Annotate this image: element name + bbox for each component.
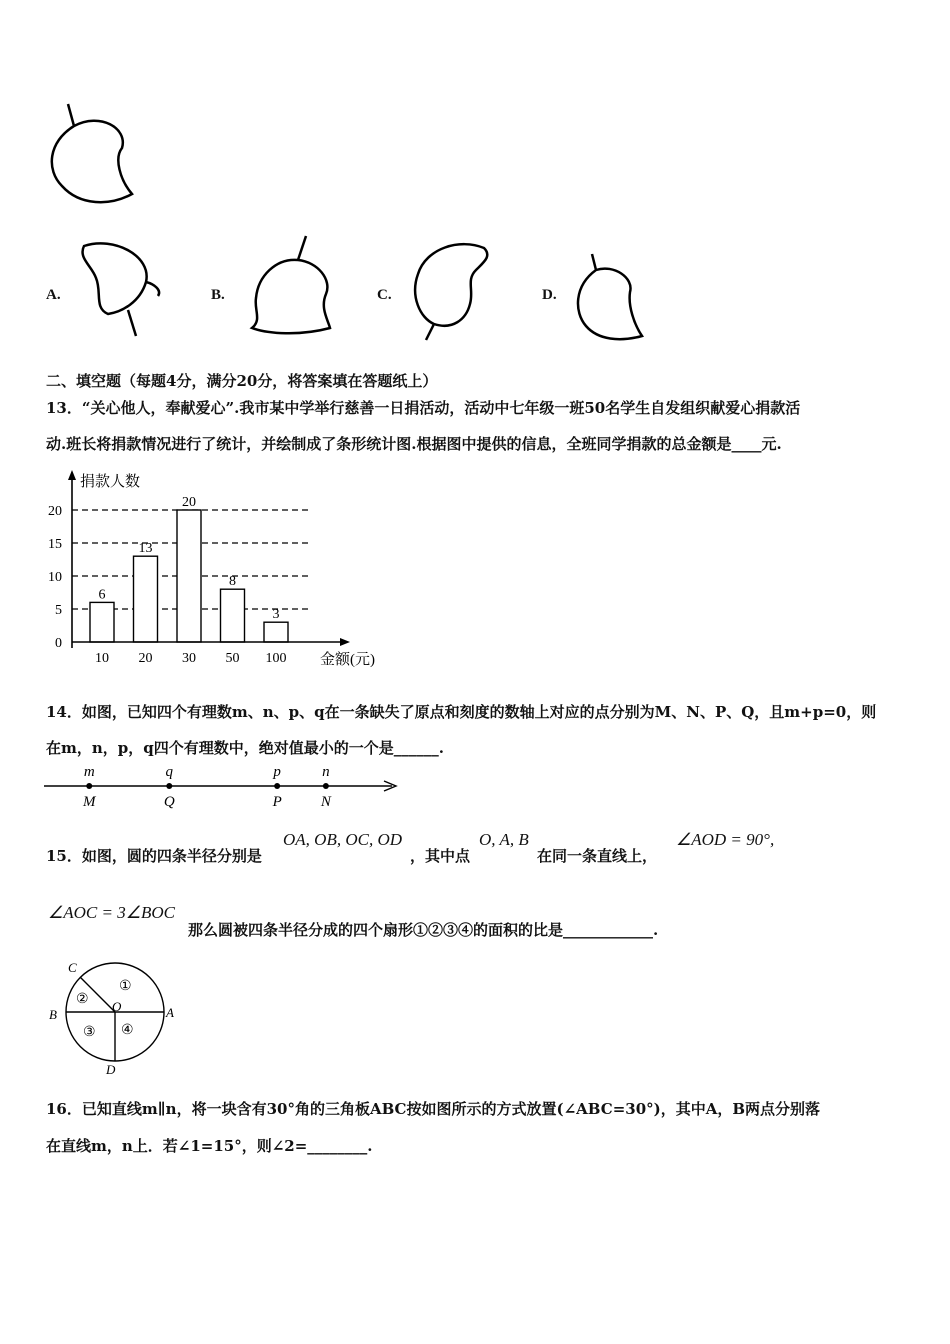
q15-points: O, A, B [479,830,529,849]
bar [221,589,245,642]
q15-radii: OA, OB, OC, OD [283,830,402,849]
bar-value-label: 3 [272,607,280,623]
q15-angle-aod: ∠AOD = 90°, [676,830,775,849]
bar-value-label: 6 [98,587,106,603]
leaf-option-b[interactable] [240,232,340,340]
point-label: P [272,794,282,810]
leaf-figure-stem [40,98,140,208]
y-tick-label: 20 [48,504,62,519]
section-heading: 二、填空题（每题4分，满分20分，将答案填在答题纸上） [46,372,438,390]
x-tick-label: 10 [95,651,109,666]
x-axis-label: 金额(元) [320,652,375,668]
x-tick-label: 100 [265,651,287,666]
chart-bars [90,510,288,642]
number-line-point [274,783,280,789]
bar-chart-donations [40,466,390,674]
bar-value-label: 8 [229,574,236,590]
variable-label: n [322,764,330,780]
x-tick-label: 50 [225,651,240,666]
y-tick-label: 10 [48,570,62,585]
x-tick-label: 30 [182,651,196,666]
q15-text2: ，其中点 [410,847,471,865]
option-b-label[interactable]: B. [211,287,225,303]
chart-labels [48,495,287,666]
q15-text1: 15．如图，圆的四条半径分别是 [46,847,262,865]
q16-line2: 在直线m，n上．若∠1=15°，则∠2=________. [46,1137,373,1155]
label-d: D [106,1062,116,1077]
bar-value-label: 20 [182,495,196,510]
sector-1: ① [119,979,132,994]
option-a-label[interactable]: A. [46,287,61,303]
sector-3: ③ [83,1025,96,1040]
leaf-option-d[interactable] [568,250,652,344]
label-b: B [49,1007,57,1022]
point-label: N [320,794,331,810]
x-axis-arrow [340,638,350,646]
y-axis-label: 捐款人数 [80,474,141,490]
leaf-option-c[interactable] [400,240,500,344]
variable-label: q [165,764,174,780]
bar-value-label: 13 [138,541,153,557]
y-tick-label: 0 [55,636,62,651]
sector-2: ② [76,992,89,1007]
y-tick-label: 5 [55,603,62,618]
bar [177,510,201,642]
number-line-point [166,783,172,789]
leaf-option-a[interactable] [74,238,169,338]
q15-text3: 在同一条直线上， [537,847,658,865]
sector-4: ④ [121,1023,134,1038]
x-tick-label: 20 [138,651,153,666]
bar [90,602,114,642]
q13-line2: 动.班长将捐款情况进行了统计，并绘制成了条形统计图.根据图中提供的信息，全班同学捐款的总金额是____元. [46,435,782,453]
option-c-label[interactable]: C. [377,287,392,303]
y-tick-label: 15 [48,537,62,552]
variable-label: m [83,764,95,780]
label-c: C [68,960,77,975]
number-line [44,762,404,810]
label-o: O [112,999,122,1014]
q15-text4: 那么圆被四条半径分成的四个扇形①②③④的面积的比是____________. [188,921,659,939]
label-a: A [166,1005,174,1020]
point-label: M [82,794,96,810]
point-label: Q [163,794,175,810]
option-d-label[interactable]: D. [542,287,557,303]
q13-line1: 13．“关心他人，奉献爱心”.我市某中学举行慈善一日捐活动，活动中七年级一班50名学生自发组织献爱心捐款活 [46,399,801,417]
y-axis-arrow [68,470,76,480]
number-line-point [86,783,92,789]
bar [134,556,158,642]
q15-angle-aoc: ∠AOC = 3∠BOC [48,903,175,922]
variable-label: p [273,764,281,780]
bar [264,622,288,642]
q14-line1: 14．如图，已知四个有理数m、n、p、q在一条缺失了原点和刻度的数轴上对应的点分别为M、N、P、Q，且m+p=0，则 [46,703,877,721]
number-line-point [323,783,329,789]
q16-line1: 16．已知直线m∥n，将一块含有30°角的三角板ABC按如图所示的方式放置(∠ABC=30°)，其中A，B两点分别落 [46,1100,821,1118]
q14-line2: 在m，n，p，q四个有理数中，绝对值最小的一个是______. [46,739,444,757]
circle-sectors-figure [42,955,182,1079]
